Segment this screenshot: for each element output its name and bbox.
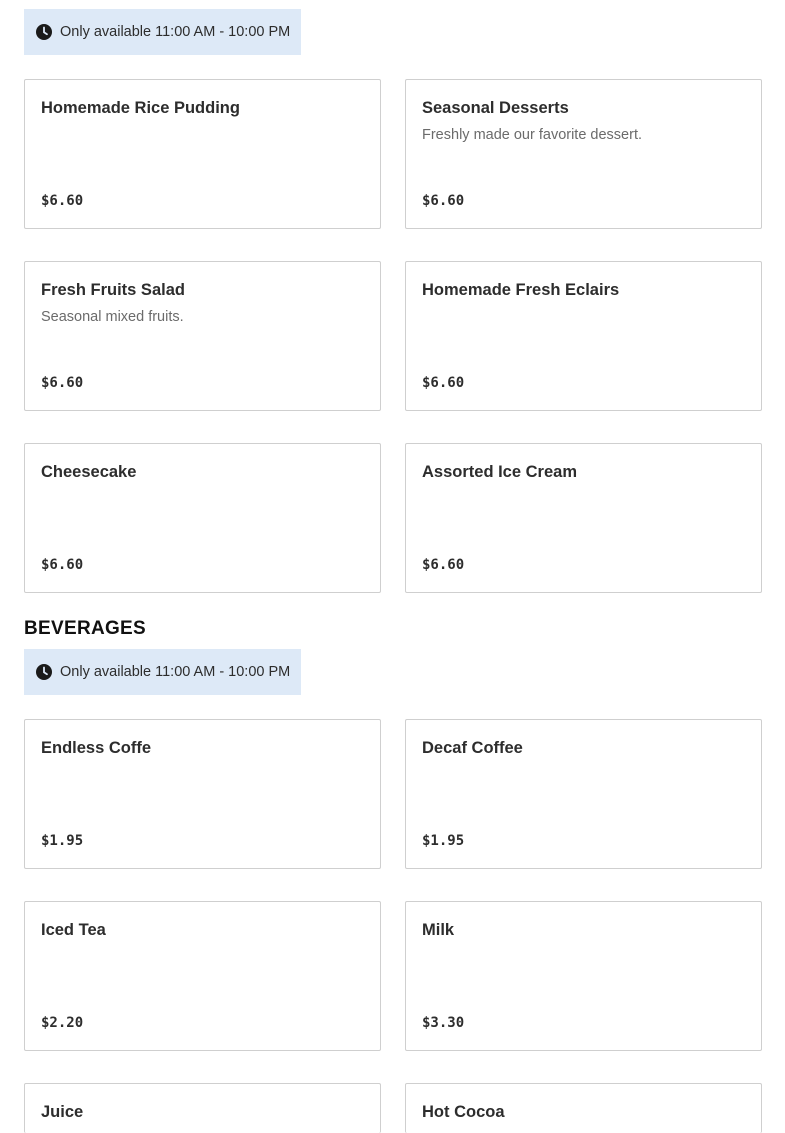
menu-item-card[interactable] bbox=[405, 79, 762, 229]
availability-text: Only available 11:00 AM - 10:00 PM bbox=[60, 664, 291, 680]
item-name: Homemade Rice Pudding bbox=[41, 99, 240, 117]
item-name: Fresh Fruits Salad bbox=[41, 281, 185, 299]
availability-text: Only available 11:00 AM - 10:00 PM bbox=[60, 24, 291, 40]
menu-item-card[interactable] bbox=[24, 901, 381, 1051]
item-name: Homemade Fresh Eclairs bbox=[422, 281, 620, 299]
item-price: $6.60 bbox=[422, 375, 465, 391]
clock-icon bbox=[36, 24, 52, 40]
item-description: Seasonal mixed fruits. bbox=[41, 309, 184, 325]
menu-item-card[interactable] bbox=[405, 443, 762, 593]
clock-icon bbox=[36, 664, 52, 680]
menu-item-card[interactable] bbox=[24, 443, 381, 593]
item-name: Milk bbox=[422, 921, 455, 939]
menu-item-card[interactable] bbox=[24, 1083, 381, 1133]
availability-badge bbox=[24, 649, 301, 695]
item-price: $6.60 bbox=[41, 193, 84, 209]
item-name: Assorted Ice Cream bbox=[422, 463, 577, 481]
menu-item-card[interactable] bbox=[24, 261, 381, 411]
item-price: $1.95 bbox=[422, 833, 465, 849]
item-price: $1.95 bbox=[41, 833, 84, 849]
item-name: Hot Cocoa bbox=[422, 1103, 505, 1121]
menu-item-card[interactable] bbox=[405, 261, 762, 411]
menu-item-card[interactable] bbox=[24, 719, 381, 869]
menu-item-card[interactable] bbox=[405, 719, 762, 869]
item-name: Decaf Coffee bbox=[422, 739, 523, 757]
item-name: Seasonal Desserts bbox=[422, 99, 569, 117]
item-price: $6.60 bbox=[422, 193, 465, 209]
item-name: Iced Tea bbox=[41, 921, 106, 939]
item-price: $2.20 bbox=[41, 1015, 84, 1031]
item-price: $6.60 bbox=[41, 557, 84, 573]
availability-badge bbox=[24, 9, 301, 55]
item-price: $3.30 bbox=[422, 1015, 465, 1031]
menu-item-card[interactable] bbox=[24, 79, 381, 229]
item-price: $6.60 bbox=[422, 557, 465, 573]
item-name: Endless Coffe bbox=[41, 739, 152, 757]
section-title: BEVERAGES bbox=[24, 618, 147, 639]
item-name: Cheesecake bbox=[41, 463, 137, 481]
item-price: $6.60 bbox=[41, 375, 84, 391]
menu-item-card[interactable] bbox=[405, 901, 762, 1051]
item-name: Juice bbox=[41, 1103, 84, 1121]
menu-item-card[interactable] bbox=[405, 1083, 762, 1133]
item-description: Freshly made our favorite dessert. bbox=[422, 127, 643, 143]
